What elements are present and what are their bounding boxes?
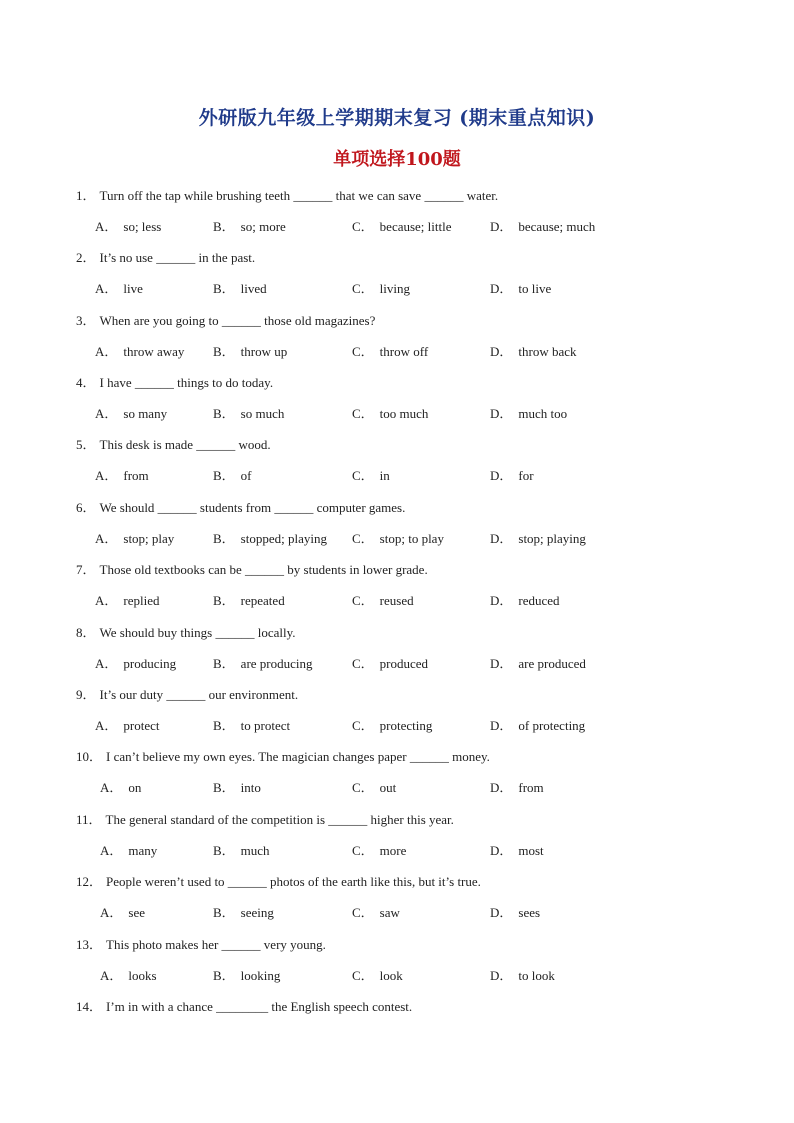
option-letter: C． — [352, 968, 374, 983]
option-letter: D． — [490, 281, 513, 296]
option-text: reduced — [518, 593, 560, 608]
option-a — [95, 718, 159, 734]
question-text: This photo makes her ______ very young. — [106, 937, 326, 952]
option-b — [213, 656, 313, 672]
option-letter: B． — [213, 718, 235, 733]
option-letter: B． — [213, 656, 235, 671]
option-text: saw — [379, 905, 400, 920]
option-letter: A． — [100, 905, 123, 920]
option-row — [0, 468, 794, 484]
question-number: 4． — [76, 375, 96, 390]
option-text: throw up — [240, 344, 288, 359]
option-d — [490, 406, 567, 422]
option-text: replied — [123, 593, 160, 608]
question-number: 8． — [76, 625, 96, 640]
option-letter: B． — [213, 968, 235, 983]
option-letter: A． — [95, 531, 118, 546]
option-letter: D． — [490, 718, 513, 733]
option-b — [213, 718, 290, 734]
option-letter: D． — [490, 531, 513, 546]
question-text: People weren’t used to ______ photos of the earth like this, but it’s true. — [106, 874, 481, 889]
option-letter: C． — [352, 905, 374, 920]
option-text: seeing — [240, 905, 274, 920]
option-d — [490, 905, 540, 921]
option-letter: C． — [352, 780, 374, 795]
option-c — [352, 344, 428, 360]
question-text: We should ______ students from ______ computer games. — [99, 500, 406, 515]
option-a — [95, 531, 174, 547]
option-letter: A． — [95, 593, 118, 608]
question-text: It’s our duty ______ our environment. — [99, 687, 299, 702]
option-letter: D． — [490, 780, 513, 795]
option-b — [213, 843, 270, 859]
option-letter: C． — [352, 219, 374, 234]
option-row — [0, 531, 794, 547]
option-text: look — [379, 968, 403, 983]
question-stem — [76, 250, 255, 266]
option-letter: B． — [213, 468, 235, 483]
option-c — [352, 905, 400, 921]
option-row — [0, 843, 794, 859]
option-letter: C． — [352, 344, 374, 359]
option-b — [213, 968, 280, 984]
option-text: stop; play — [123, 531, 175, 546]
option-d — [490, 843, 544, 859]
option-b — [213, 593, 285, 609]
option-text: are producing — [240, 656, 313, 671]
option-letter: D． — [490, 905, 513, 920]
option-row — [0, 406, 794, 422]
option-letter: A． — [95, 718, 118, 733]
option-text: are produced — [518, 656, 586, 671]
question-number: 6． — [76, 500, 96, 515]
option-text: repeated — [240, 593, 285, 608]
option-d — [490, 281, 551, 297]
option-text: protect — [123, 718, 160, 733]
option-c — [352, 780, 396, 796]
option-a — [95, 219, 161, 235]
option-b — [213, 780, 261, 796]
option-letter: C． — [352, 718, 374, 733]
question-number: 5． — [76, 437, 96, 452]
question-number: 13． — [76, 937, 103, 952]
option-text: much — [240, 843, 270, 858]
option-text: protecting — [379, 718, 433, 733]
question-text: Those old textbooks can be ______ by students in lower grade. — [99, 562, 428, 577]
option-c — [352, 531, 444, 547]
option-b — [213, 219, 286, 235]
option-c — [352, 843, 406, 859]
option-letter: C． — [352, 468, 374, 483]
option-text: from — [123, 468, 149, 483]
option-b — [213, 531, 327, 547]
option-text: sees — [518, 905, 541, 920]
option-text: stopped; playing — [240, 531, 327, 546]
option-text: lived — [240, 281, 267, 296]
option-d — [490, 780, 544, 796]
question-stem — [76, 937, 326, 953]
option-text: into — [240, 780, 261, 795]
option-d — [490, 468, 534, 484]
question-number: 2． — [76, 250, 96, 265]
option-letter: A． — [95, 219, 118, 234]
option-text: so; more — [240, 219, 286, 234]
option-c — [352, 593, 414, 609]
option-text: too much — [379, 406, 429, 421]
option-a — [95, 656, 176, 672]
option-text: because; much — [518, 219, 596, 234]
question-number: 7． — [76, 562, 96, 577]
option-letter: D． — [490, 656, 513, 671]
option-text: looking — [240, 968, 281, 983]
option-c — [352, 718, 432, 734]
option-d — [490, 718, 585, 734]
question-text: This desk is made ______ wood. — [99, 437, 271, 452]
option-text: living — [379, 281, 411, 296]
option-letter: B． — [213, 593, 235, 608]
option-row — [0, 281, 794, 297]
option-letter: A． — [95, 468, 118, 483]
option-text: live — [123, 281, 143, 296]
option-b — [213, 344, 287, 360]
question-text: When are you going to ______ those old magazines? — [99, 313, 376, 328]
option-text: produced — [379, 656, 429, 671]
option-a — [95, 406, 167, 422]
question-number: 1． — [76, 188, 96, 203]
option-text: reused — [379, 593, 414, 608]
option-c — [352, 468, 390, 484]
option-text: from — [518, 780, 544, 795]
option-c — [352, 406, 428, 422]
question-number: 11． — [76, 812, 102, 827]
option-text: so much — [240, 406, 285, 421]
option-d — [490, 656, 586, 672]
question-text: We should buy things ______ locally. — [99, 625, 296, 640]
option-letter: B． — [213, 219, 235, 234]
option-text: on — [128, 780, 142, 795]
option-text: looks — [128, 968, 157, 983]
option-letter: A． — [95, 656, 118, 671]
question-text: I have ______ things to do today. — [99, 375, 274, 390]
option-row — [0, 968, 794, 984]
option-c — [352, 281, 410, 297]
option-letter: A． — [95, 281, 118, 296]
question-stem — [76, 188, 498, 204]
question-stem — [76, 562, 428, 578]
question-stem — [76, 749, 490, 765]
option-letter: C． — [352, 656, 374, 671]
question-number: 12． — [76, 874, 103, 889]
option-letter: D． — [490, 344, 513, 359]
option-text: out — [379, 780, 397, 795]
option-letter: D． — [490, 219, 513, 234]
option-letter: B． — [213, 780, 235, 795]
option-a — [100, 780, 141, 796]
question-number: 9． — [76, 687, 96, 702]
option-d — [490, 968, 555, 984]
option-b — [213, 281, 267, 297]
question-stem — [76, 313, 375, 329]
question-text: I’m in with a chance ________ the English speech contest. — [106, 999, 413, 1014]
option-letter: A． — [100, 843, 123, 858]
question-text: I can’t believe my own eyes. The magician changes paper ______ money. — [106, 749, 490, 764]
question-number: 14． — [76, 999, 103, 1014]
option-text: throw back — [518, 344, 577, 359]
option-b — [213, 468, 252, 484]
question-stem — [76, 625, 296, 641]
option-text: of protecting — [518, 718, 586, 733]
option-letter: B． — [213, 406, 235, 421]
option-a — [100, 905, 145, 921]
option-text: many — [128, 843, 158, 858]
option-d — [490, 219, 595, 235]
option-row — [0, 780, 794, 796]
question-stem — [76, 437, 271, 453]
option-d — [490, 531, 586, 547]
option-letter: D． — [490, 593, 513, 608]
option-text: much too — [518, 406, 568, 421]
option-letter: B． — [213, 531, 235, 546]
option-row — [0, 593, 794, 609]
page-title: 外研版九年级上学期期末复习 (期末重点知识) — [198, 107, 596, 129]
option-text: in — [379, 468, 390, 483]
option-letter: B． — [213, 843, 235, 858]
option-d — [490, 593, 560, 609]
option-letter: C． — [352, 843, 374, 858]
option-letter: C． — [352, 281, 374, 296]
question-number: 10． — [76, 749, 103, 764]
option-text: throw away — [123, 344, 185, 359]
option-row — [0, 718, 794, 734]
option-letter: D． — [490, 968, 513, 983]
question-stem — [76, 375, 273, 391]
page-subtitle: 单项选择100题 — [333, 149, 461, 170]
question-stem — [76, 687, 298, 703]
option-text: because; little — [379, 219, 452, 234]
option-text: of — [240, 468, 252, 483]
option-letter: C． — [352, 406, 374, 421]
question-text: The general standard of the competition is ______ higher this year. — [105, 812, 454, 827]
question-text: Turn off the tap while brushing teeth ______ that we can save ______ water. — [99, 188, 499, 203]
question-stem — [76, 812, 454, 828]
option-text: stop; to play — [379, 531, 444, 546]
option-c — [352, 968, 403, 984]
option-text: so many — [123, 406, 168, 421]
option-row — [0, 656, 794, 672]
option-a — [95, 468, 149, 484]
option-letter: B． — [213, 281, 235, 296]
question-text: It’s no use ______ in the past. — [99, 250, 256, 265]
option-c — [352, 219, 452, 235]
option-text: producing — [123, 656, 177, 671]
option-letter: A． — [95, 406, 118, 421]
question-stem — [76, 874, 481, 890]
option-letter: C． — [352, 531, 374, 546]
option-text: so; less — [123, 219, 162, 234]
option-letter: D． — [490, 468, 513, 483]
option-a — [95, 344, 184, 360]
option-letter: D． — [490, 406, 513, 421]
option-letter: C． — [352, 593, 374, 608]
question-stem — [76, 999, 412, 1015]
option-a — [100, 968, 157, 984]
option-text: to look — [518, 968, 555, 983]
option-b — [213, 905, 274, 921]
option-letter: D． — [490, 843, 513, 858]
option-letter: A． — [100, 780, 123, 795]
option-text: throw off — [379, 344, 429, 359]
option-c — [352, 656, 428, 672]
option-row — [0, 905, 794, 921]
option-d — [490, 344, 577, 360]
option-b — [213, 406, 284, 422]
option-text: for — [518, 468, 534, 483]
question-stem — [76, 500, 405, 516]
option-letter: A． — [100, 968, 123, 983]
option-a — [95, 281, 143, 297]
option-text: to live — [518, 281, 552, 296]
option-text: to protect — [240, 718, 291, 733]
option-text: see — [128, 905, 145, 920]
option-row — [0, 344, 794, 360]
option-text: stop; playing — [518, 531, 586, 546]
option-text: more — [379, 843, 407, 858]
option-letter: B． — [213, 905, 235, 920]
option-letter: A． — [95, 344, 118, 359]
option-a — [100, 843, 157, 859]
question-number: 3． — [76, 313, 96, 328]
option-text: most — [518, 843, 544, 858]
option-a — [95, 593, 159, 609]
option-letter: B． — [213, 344, 235, 359]
option-row — [0, 219, 794, 235]
